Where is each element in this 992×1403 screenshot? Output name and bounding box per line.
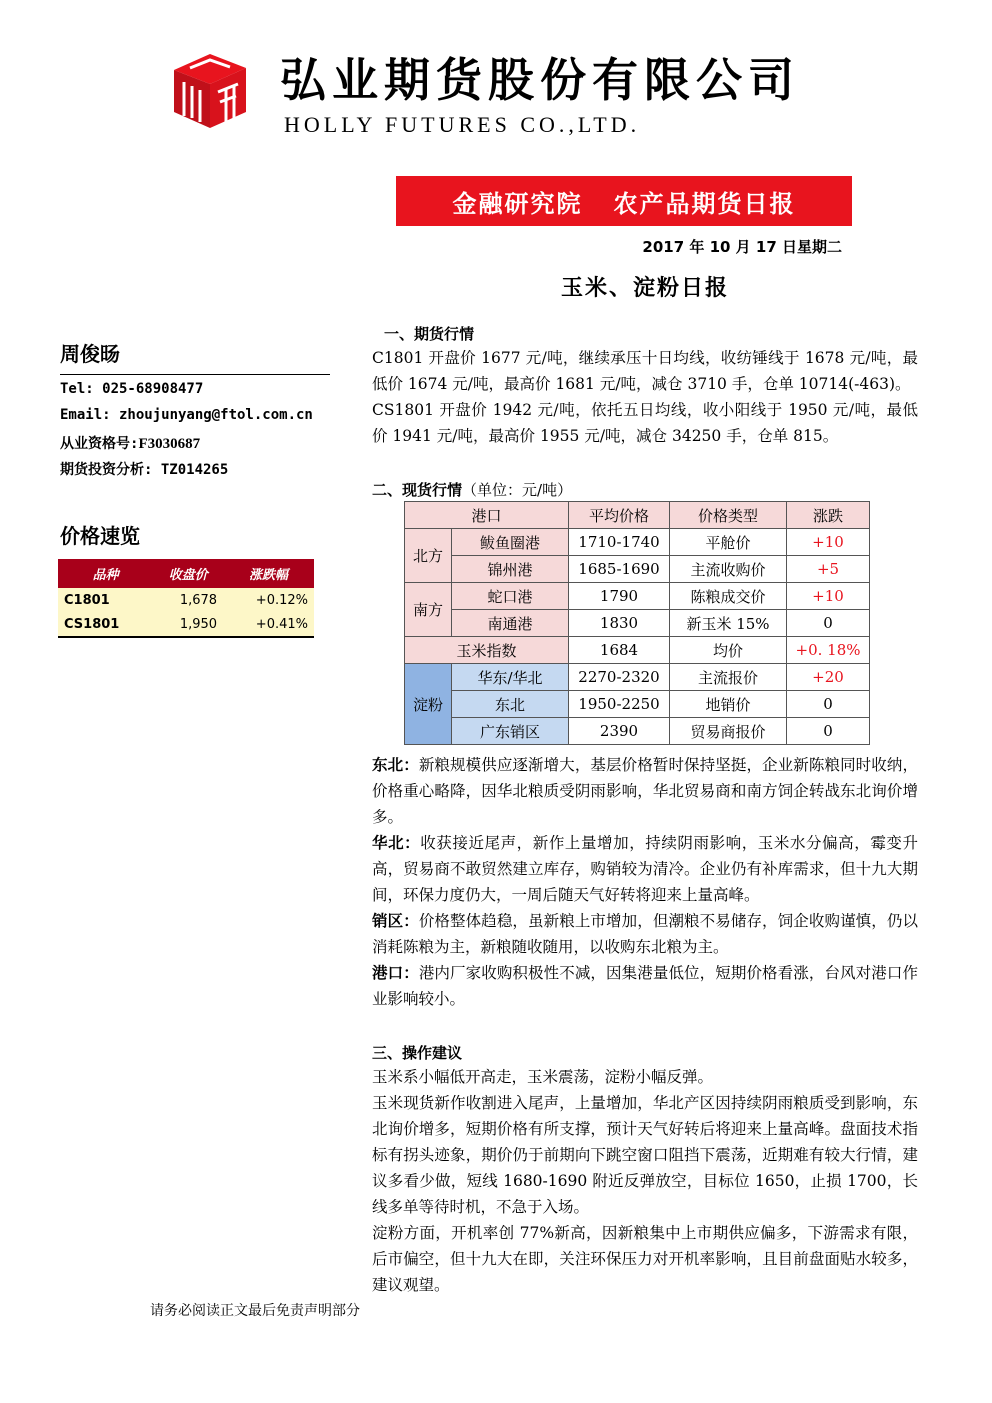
price-cell: 2270-2320 bbox=[569, 664, 670, 691]
change-cell: 0 bbox=[787, 718, 870, 745]
type-cell: 贸易商报价 bbox=[670, 718, 787, 745]
price-cell: 1950-2250 bbox=[569, 691, 670, 718]
company-name-cn: 弘业期货股份有限公司 bbox=[280, 53, 800, 107]
group-starch: 淀粉 bbox=[405, 664, 452, 745]
price-cell: 2390 bbox=[569, 718, 670, 745]
region-north-china bbox=[372, 830, 918, 908]
region-label: 销区： bbox=[372, 912, 419, 930]
futures-c1801-text: C1801 开盘价 1677 元/吨，继续承压十日均线，收纺锤线于 1678 元/吨，最低价 1674 元/吨，最高价 1681 元/吨，减仓 3710 手，仓单 10714(-463)。 bbox=[372, 349, 918, 393]
table-header-row bbox=[405, 502, 870, 529]
table-row bbox=[405, 556, 870, 583]
price-cell: 1684 bbox=[569, 637, 670, 664]
change-cell: +10 bbox=[787, 529, 870, 556]
region-cell: 华东/华北 bbox=[452, 664, 569, 691]
table-row bbox=[58, 588, 314, 612]
change-cell: 0 bbox=[787, 691, 870, 718]
table-header-row bbox=[58, 559, 314, 588]
col-price-type: 价格类型 bbox=[670, 502, 787, 529]
divider bbox=[60, 374, 330, 375]
type-cell: 陈粮成交价 bbox=[670, 583, 787, 610]
table-row bbox=[405, 583, 870, 610]
section-advice-title: 三、操作建议 bbox=[372, 1044, 463, 1062]
table-row bbox=[405, 610, 870, 637]
col-close: 收盘价 bbox=[153, 559, 223, 588]
section-spot-title bbox=[372, 479, 572, 500]
change-cell: +0.12% bbox=[223, 588, 314, 612]
disclaimer-note: 请务必阅读正文最后免责声明部分 bbox=[150, 1303, 360, 1319]
region-text: 收获接近尾声，新作上量增加，持续阴雨影响，玉米水分偏高，霉变升高，贸易商不敢贸然建立库存，购销较为清冷。企业仍有补库需求，但十九大期间，环保力度仍大，一周后随天气好转将迎来上量高峰。 bbox=[372, 834, 918, 904]
table-row bbox=[405, 529, 870, 556]
type-cell: 平舱价 bbox=[670, 529, 787, 556]
table-row bbox=[405, 637, 870, 664]
cert-label: 从业资格号: bbox=[60, 436, 139, 452]
port-cell: 南通港 bbox=[452, 610, 569, 637]
change-cell: +20 bbox=[787, 664, 870, 691]
futures-cs1801-text: CS1801 开盘价 1942 元/吨，依托五日均线，收小阳线于 1950 元/吨，最低价 1941 元/吨，最高价 1955 元/吨，减仓 34250 手，仓单 815。 bbox=[372, 401, 918, 445]
change-cell: 0 bbox=[787, 610, 870, 637]
type-cell: 均价 bbox=[670, 637, 787, 664]
col-change: 涨跌 bbox=[787, 502, 870, 529]
symbol-cell: C1801 bbox=[58, 588, 153, 612]
type-cell: 主流收购价 bbox=[670, 556, 787, 583]
port-cell: 鲅鱼圈港 bbox=[452, 529, 569, 556]
analyst-tel: Tel: 025-68908477 bbox=[60, 381, 204, 397]
col-symbol: 品种 bbox=[58, 559, 153, 588]
col-change: 涨跌幅 bbox=[223, 559, 314, 588]
change-cell: +5 bbox=[787, 556, 870, 583]
section-futures-title: 一、期货行情 bbox=[384, 325, 475, 343]
company-name-en: HOLLY FUTURES CO.,LTD. bbox=[284, 112, 641, 137]
close-cell: 1,950 bbox=[153, 612, 223, 637]
table-row bbox=[405, 664, 870, 691]
region-northeast bbox=[372, 752, 918, 830]
advice-corn: 玉米现货新作收割进入尾声，上量增加，华北产区因持续阴雨粮质受到影响，东北询价增多，短期价格有所支撑，预计天气好转后将迎来上量高峰。盘面技术指标有拐头迹象，期价仍于前期向下跳空窗口阻挡下震荡，近期难有较大行情，建议多看少做，短线 1680-1690 附近反弹放空，目标位 1650，止损 1700，长线多单等待时机，不急于入场。 bbox=[372, 1094, 918, 1216]
type-cell: 主流报价 bbox=[670, 664, 787, 691]
analyst-cert bbox=[60, 433, 200, 453]
close-cell: 1,678 bbox=[153, 588, 223, 612]
region-label: 港口： bbox=[372, 964, 419, 982]
region-label: 华北： bbox=[372, 834, 421, 852]
price-overview-heading: 价格速览 bbox=[60, 524, 140, 548]
cert-value: F3030687 bbox=[138, 436, 201, 452]
change-cell: +0. 18% bbox=[787, 637, 870, 664]
region-label: 东北： bbox=[372, 756, 419, 774]
report-title: 玉米、淀粉日报 bbox=[560, 276, 729, 301]
analyst-email: Email: zhoujunyang@ftol.com.cn bbox=[60, 407, 313, 423]
price-overview-table bbox=[58, 559, 314, 638]
price-cell: 1830 bbox=[569, 610, 670, 637]
spot-title-text: 二、现货行情 bbox=[372, 481, 463, 499]
region-text: 新粮规模供应逐渐增大，基层价格暂时保持坚挺，企业新陈粮同时收纳，价格重心略降，因华北粮质受阴雨影响，华北贸易商和南方饲企转战东北询价增多。 bbox=[372, 756, 918, 826]
region-cell: 东北 bbox=[452, 691, 569, 718]
region-sales bbox=[372, 908, 918, 960]
group-south: 南方 bbox=[405, 583, 452, 637]
price-cell: 1790 bbox=[569, 583, 670, 610]
port-cell: 锦州港 bbox=[452, 556, 569, 583]
company-logo-icon bbox=[170, 48, 250, 130]
type-cell: 地销价 bbox=[670, 691, 787, 718]
spot-unit: （单位：元/吨） bbox=[462, 481, 573, 499]
port-cell: 蛇口港 bbox=[452, 583, 569, 610]
change-cell: +0.41% bbox=[223, 612, 314, 637]
change-cell: +10 bbox=[787, 583, 870, 610]
report-banner: 金融研究院 农产品期货日报 bbox=[396, 176, 852, 226]
advice-starch: 淀粉方面，开机率创 77%新高，因新粮集中上市期供应偏多，下游需求有限，后市偏空，但十九大在即，关注环保压力对开机率影响，且目前盘面贴水较多，建议观望。 bbox=[372, 1224, 918, 1294]
spot-price-table bbox=[404, 501, 870, 745]
analyst-name: 周俊旸 bbox=[60, 342, 120, 366]
col-port: 港口 bbox=[405, 502, 569, 529]
table-row bbox=[58, 612, 314, 637]
price-cell: 1685-1690 bbox=[569, 556, 670, 583]
symbol-cell: CS1801 bbox=[58, 612, 153, 637]
advice-summary: 玉米系小幅低开高走，玉米震荡，淀粉小幅反弹。 bbox=[372, 1068, 714, 1086]
corn-index-label: 玉米指数 bbox=[405, 637, 569, 664]
col-avg-price: 平均价格 bbox=[569, 502, 670, 529]
report-date: 2017 年 10 月 17 日星期二 bbox=[642, 238, 842, 256]
region-port bbox=[372, 960, 918, 1012]
region-text: 价格整体趋稳，虽新粮上市增加，但潮粮不易储存，饲企收购谨慎，仍以消耗陈粮为主，新粮随收随用，以收购东北粮为主。 bbox=[372, 912, 918, 956]
price-cell: 1710-1740 bbox=[569, 529, 670, 556]
analyst-invest-id: 期货投资分析: TZ014265 bbox=[60, 462, 229, 478]
group-north: 北方 bbox=[405, 529, 452, 583]
table-row bbox=[405, 691, 870, 718]
region-text: 港内厂家收购积极性不减，因集港量低位，短期价格看涨，台风对港口作业影响较小。 bbox=[372, 964, 918, 1008]
region-cell: 广东销区 bbox=[452, 718, 569, 745]
table-row bbox=[405, 718, 870, 745]
type-cell: 新玉米 15% bbox=[670, 610, 787, 637]
